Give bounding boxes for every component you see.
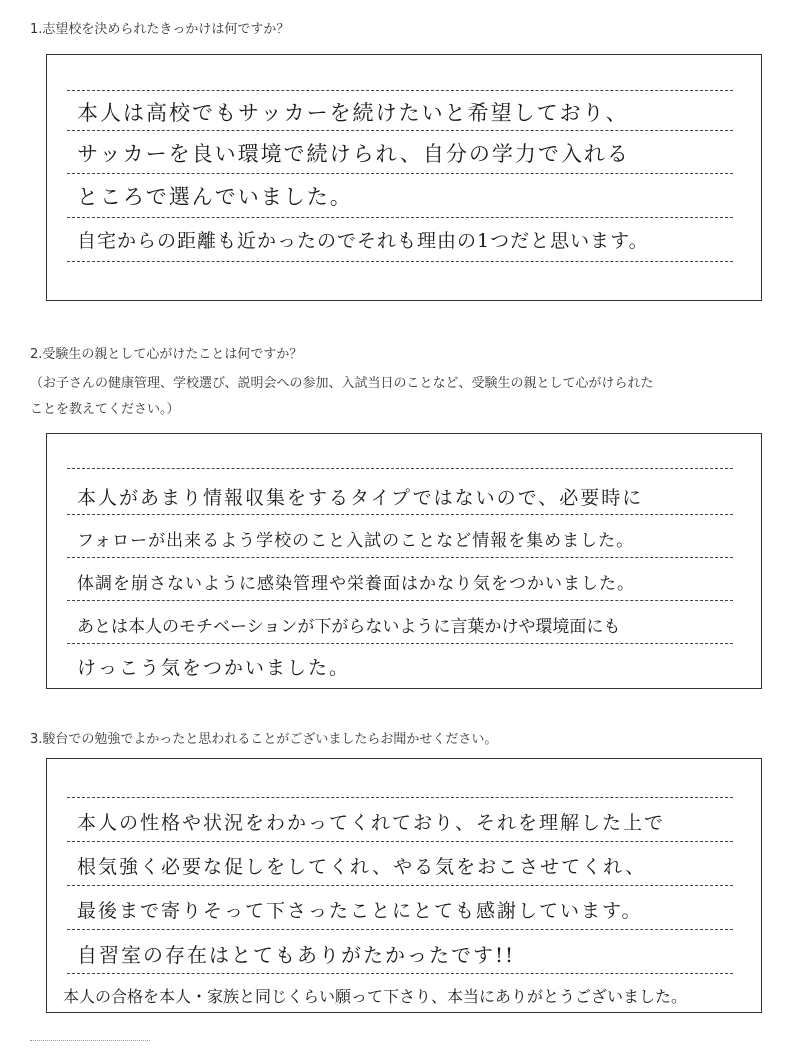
ruled-line xyxy=(67,643,733,644)
ruled-line xyxy=(67,90,733,91)
answer-line: 本人の合格を本人・家族と同じくらい願って下さり、本当にありがとうございました。 xyxy=(63,987,688,1006)
answer-line: ところで選んでいました。 xyxy=(77,185,353,209)
answer-box-3 xyxy=(46,758,762,1013)
ruled-line xyxy=(67,130,733,131)
answer-line: サッカーを良い環境で続けられ、自分の学力で入れる xyxy=(77,142,630,166)
ruled-line xyxy=(67,514,733,515)
ruled-line xyxy=(67,797,733,798)
answer-line: フォローが出来るよう学校のこと入試のことなど情報を集めました。 xyxy=(77,531,635,551)
question-2-label: 2.受験生の親として心がけたことは何ですか？ xyxy=(30,347,303,362)
ruled-line xyxy=(67,217,733,218)
ruled-line xyxy=(67,468,733,469)
ruled-line xyxy=(67,261,733,262)
ruled-line xyxy=(67,841,733,842)
question-1-label: 1.志望校を決められたきっかけは何ですか？ xyxy=(30,22,290,37)
question-2-sub-label: （お子さんの健康管理、学校選び、説明会への参加、入試当日のことなど、受験生の親として心がけられた xyxy=(30,376,654,391)
ruled-line xyxy=(67,173,733,174)
answer-line: 自習室の存在はとてもありがたかったです!! xyxy=(77,943,516,967)
page-edge-mark xyxy=(30,1040,150,1041)
answer-line: 本人があまり情報収集をするタイプではないので、必要時に xyxy=(77,487,644,509)
question-3-label: 3.駿台での勉強でよかったと思われることがございましたらお聞かせください。 xyxy=(30,732,498,747)
answer-box-2 xyxy=(46,433,762,689)
ruled-line xyxy=(67,600,733,601)
answer-line: 根気強く必要な促しをしてくれ、やる気をおこさせてくれ、 xyxy=(77,856,647,878)
ruled-line xyxy=(67,929,733,930)
answer-line: 本人は高校でもサッカーを続けたいと希望しており、 xyxy=(77,101,629,125)
answer-line: 本人の性格や状況をわかってくれており、それを理解した上で xyxy=(77,812,666,834)
ruled-line xyxy=(67,885,733,886)
answer-line: 体調を崩さないように感染管理や栄養面はかなり気をつかいました。 xyxy=(77,574,635,594)
answer-line: あとは本人のモチベーションが下がらないように言葉かけや環境面にも xyxy=(77,617,621,637)
ruled-line xyxy=(67,973,733,974)
answer-line: 最後まで寄りそって下さったことにとても感謝しています。 xyxy=(77,900,643,922)
answer-line: けっこう気をつかいました。 xyxy=(77,657,351,679)
ruled-line xyxy=(67,557,733,558)
question-2-sub-label: ことを教えてください。） xyxy=(30,402,180,417)
answer-line: 自宅からの距離も近かったのでそれも理由の1つだと思います。 xyxy=(77,230,649,252)
answer-box-1 xyxy=(46,54,762,301)
